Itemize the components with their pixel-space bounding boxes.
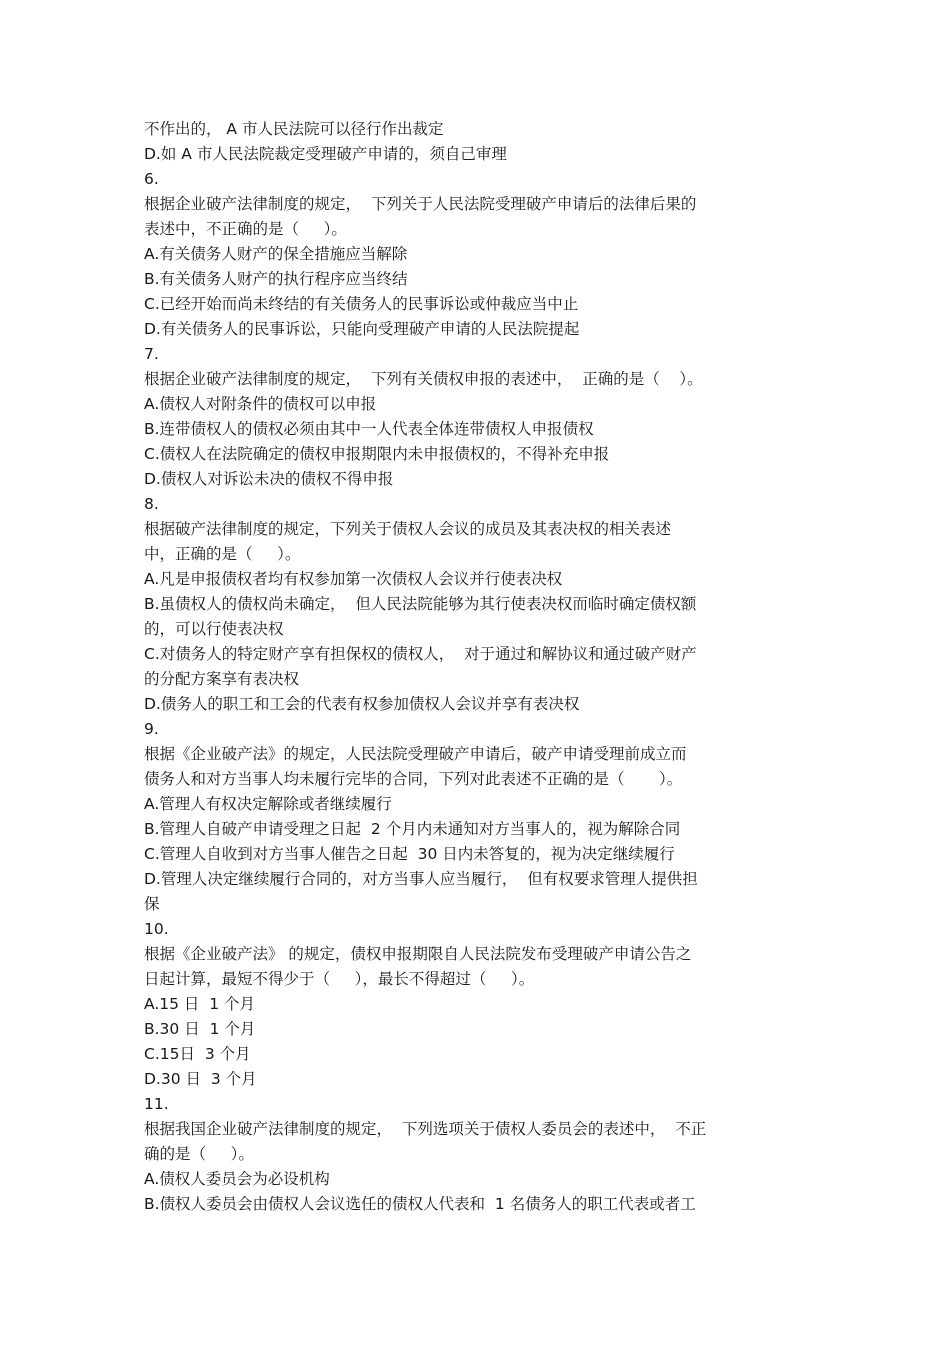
text-line: B.有关债务人财产的执行程序应当终结 xyxy=(144,270,408,288)
text-line: 8. xyxy=(144,495,159,513)
text-line: B.虽债权人的债权尚未确定， 但人民法院能够为其行使表决权而临时确定债权额 xyxy=(144,595,697,613)
text-line: D.30 日 3 个月 xyxy=(144,1070,257,1088)
text-line: 根据企业破产法律制度的规定， 下列关于人民法院受理破产申请后的法律后果的 xyxy=(144,195,697,213)
text-line: B.30 日 1 个月 xyxy=(144,1020,256,1038)
text-line: 11. xyxy=(144,1095,169,1113)
text-line: 根据企业破产法律制度的规定， 下列有关债权申报的表述中， 正确的是（ ）。 xyxy=(144,370,703,388)
text-line: C.债权人在法院确定的债权申报期限内未申报债权的，不得补充申报 xyxy=(144,445,610,463)
text-line: D.如 A 市人民法院裁定受理破产申请的，须自己审理 xyxy=(144,145,507,163)
text-line: 确的是（ ）。 xyxy=(144,1145,254,1163)
text-line: 根据《企业破产法》的规定，人民法院受理破产申请后，破产申请受理前成立而 xyxy=(144,745,687,763)
text-line: A.有关债务人财产的保全措施应当解除 xyxy=(144,245,408,263)
text-line: 根据我国企业破产法律制度的规定， 下列选项关于债权人委员会的表述中， 不正 xyxy=(144,1120,707,1138)
text-line: D.债务人的职工和工会的代表有权参加债权人会议并享有表决权 xyxy=(144,695,580,713)
text-line: 日起计算，最短不得少于（ ），最长不得超过（ ）。 xyxy=(144,970,535,988)
text-line: C.管理人自收到对方当事人催告之日起 30 日内未答复的，视为决定继续履行 xyxy=(144,845,675,863)
text-line: B.债权人委员会由债权人会议选任的债权人代表和 1 名债务人的职工代表或者工 xyxy=(144,1195,696,1213)
document-body xyxy=(144,117,824,1217)
text-line: D.管理人决定继续履行合同的，对方当事人应当履行， 但有权要求管理人提供担 xyxy=(144,870,698,888)
text-line: A.债权人对附条件的债权可以申报 xyxy=(144,395,377,413)
text-line: D.债权人对诉讼未决的债权不得申报 xyxy=(144,470,394,488)
text-line: A.15 日 1 个月 xyxy=(144,995,256,1013)
text-line: D.有关债务人的民事诉讼，只能向受理破产申请的人民法院提起 xyxy=(144,320,580,338)
text-line: 的分配方案享有表决权 xyxy=(144,670,300,688)
text-line: 6. xyxy=(144,170,159,188)
text-line: C.对债务人的特定财产享有担保权的债权人， 对于通过和解协议和通过破产财产 xyxy=(144,645,697,663)
text-line: 不作出的， A 市人民法院可以径行作出裁定 xyxy=(144,120,444,138)
text-line: 根据破产法律制度的规定，下列关于债权人会议的成员及其表决权的相关表述 xyxy=(144,520,672,538)
text-line: C.15日 3 个月 xyxy=(144,1045,251,1063)
text-line: 保 xyxy=(144,895,160,913)
text-line: 表述中，不正确的是（ ）。 xyxy=(144,220,347,238)
text-line: 根据《企业破产法》 的规定，债权申报期限自人民法院发布受理破产申请公告之 xyxy=(144,945,692,963)
text-line: B.连带债权人的债权必须由其中一人代表全体连带债权人申报债权 xyxy=(144,420,594,438)
text-line: 中，正确的是（ ）。 xyxy=(144,545,301,563)
text-line: B.管理人自破产申请受理之日起 2 个月内未通知对方当事人的，视为解除合同 xyxy=(144,820,681,838)
text-line: 债务人和对方当事人均未履行完毕的合同，下列对此表述不正确的是（ ）。 xyxy=(144,770,683,788)
text-line: A.管理人有权决定解除或者继续履行 xyxy=(144,795,392,813)
text-line: A.债权人委员会为必设机构 xyxy=(144,1170,330,1188)
text-line: C.已经开始而尚未终结的有关债务人的民事诉讼或仲裁应当中止 xyxy=(144,295,579,313)
text-line: 9. xyxy=(144,720,159,738)
text-line: 7. xyxy=(144,345,159,363)
text-line: A.凡是申报债权者均有权参加第一次债权人会议并行使表决权 xyxy=(144,570,563,588)
text-line: 10. xyxy=(144,920,169,938)
text-line: 的，可以行使表决权 xyxy=(144,620,284,638)
